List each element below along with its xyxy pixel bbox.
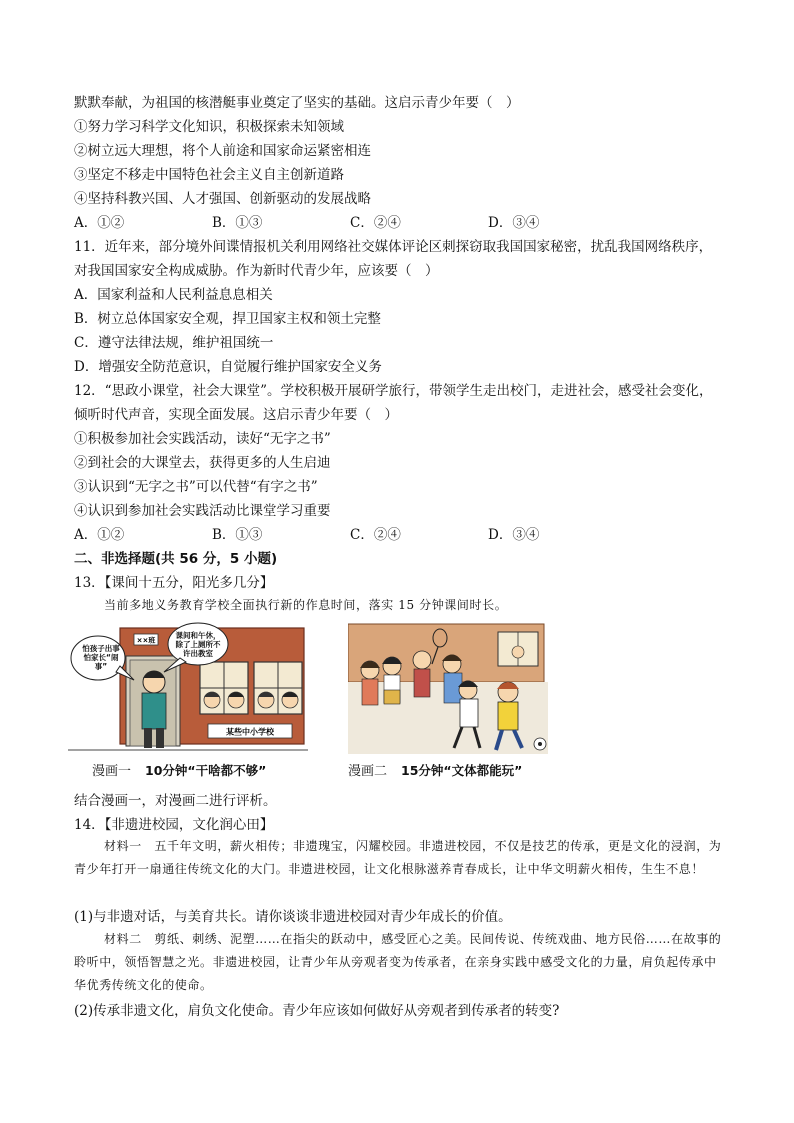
q14-sub-question-1: (1)与非遗对话，与美育共长。请你谈谈非遗进校园对青少年成长的价值。 bbox=[74, 909, 512, 925]
q13-intro: 当前多地义务教育学校全面执行新的作息时间，落实 15 分钟课间时长。 bbox=[104, 598, 508, 612]
q14-material-one: 材料一 五千年文明，薪火相传；非遗瑰宝，闪耀校园。非遗进校园，不仅是技艺的传承，更是文化的浸润，为青少年打开一扇通往传统文化的大门。非遗进校园，让文化根脉滋养青春成长，让中华文明薪火相传，生生不息！ bbox=[74, 839, 722, 876]
q10-item-4: ④坚持科教兴国、人才强国、创新驱动的发展战略 bbox=[74, 191, 371, 207]
q11-option-c: C．遵守法律法规，维护祖国统一 bbox=[74, 335, 274, 351]
comic-one-right-bubble: 课间和午休，除了上厕所不许出教室 bbox=[175, 631, 221, 658]
q11-stem-1: 11．近年来，部分境外间谍情报机关利用网络社交媒体评论区刺探窃取我国国家秘密，扰乱我国网络秩序， bbox=[74, 239, 713, 255]
q10-item-2: ②树立远大理想，将个人前途和国家命运紧密相连 bbox=[74, 143, 371, 159]
q12-item-3: ③认识到“无字之书”可以代替“有字之书” bbox=[74, 479, 318, 495]
comic-one-board: 某些中小学校 bbox=[226, 727, 274, 737]
q12-item-2: ②到社会的大课堂去，获得更多的人生启迪 bbox=[74, 455, 331, 471]
comic-one-left-bubble: 怕孩子出事 怕家长“闹事” bbox=[82, 644, 120, 671]
q10-stem: 默默奉献，为祖国的核潜艇事业奠定了坚实的基础。这启示青少年要（ ） bbox=[74, 95, 520, 111]
q14-material-two: 材料二 剪纸、刺绣、泥塑……在指尖的跃动中，感受匠心之美。民间传说、传统戏曲、地方民俗……在故事的聆听中，领悟智慧之光。非遗进校园，让青少年从旁观者变为传承者，在亲身实践中感受文化的力量，肩负起传承中华优秀传统文化的使命。 bbox=[74, 932, 722, 992]
comic-one-subtitle: 10分钟“干啥都不够” bbox=[145, 763, 267, 778]
q12-option-a: A．①② bbox=[74, 527, 125, 543]
q11-stem-2: 对我国国家安全构成威胁。作为新时代青少年，应该要（ ） bbox=[74, 263, 439, 279]
q10-option-d: D．③④ bbox=[488, 215, 540, 231]
q14-title: 14．【非遗进校园，文化润心田】 bbox=[74, 817, 274, 833]
q13-task: 结合漫画一，对漫画二进行评析。 bbox=[74, 793, 277, 809]
q11-option-d: D．增强安全防范意识，自觉履行维护国家安全义务 bbox=[74, 359, 382, 375]
q12-stem-1: 12．“思政小课堂，社会大课堂”。学校积极开展研学旅行，带领学生走出校门，走进社会，感受社会变化， bbox=[74, 383, 713, 399]
q12-option-d: D．③④ bbox=[488, 527, 540, 543]
section-heading: 二、非选择题(共 56 分，5 小题) bbox=[74, 551, 278, 567]
q12-item-1: ①积极参加社会实践活动，读好“无字之书” bbox=[74, 431, 331, 447]
comic-two-subtitle: 15分钟“文体都能玩” bbox=[401, 763, 523, 778]
q10-item-1: ①努力学习科学文化知识，积极探索未知领域 bbox=[74, 119, 344, 135]
q12-option-b: B．①③ bbox=[212, 527, 263, 543]
q13-title: 13．【课间十五分，阳光多几分】 bbox=[74, 575, 274, 591]
comic-one-caption bbox=[92, 760, 266, 779]
q10-option-b: B．①③ bbox=[212, 215, 263, 231]
q12-stem-2: 倾听时代声音，实现全面发展。这启示青少年要（ ） bbox=[74, 407, 398, 423]
q10-item-3: ③坚定不移走中国特色社会主义自主创新道路 bbox=[74, 167, 344, 183]
comic-one-sign: ××班 bbox=[136, 636, 156, 645]
comic-two-label: 漫画二 bbox=[348, 764, 388, 779]
q10-option-a: A．①② bbox=[74, 215, 125, 231]
q11-option-b: B．树立总体国家安全观，捍卫国家主权和领土完整 bbox=[74, 311, 381, 327]
q11-option-a: A．国家利益和人民利益息息相关 bbox=[74, 287, 273, 303]
comic-one-label: 漫画一 bbox=[92, 764, 132, 779]
comic-two-illustration bbox=[348, 620, 548, 758]
q10-option-c: C．②④ bbox=[350, 215, 401, 231]
q12-item-4: ④认识到参加社会实践活动比课堂学习重要 bbox=[74, 503, 331, 519]
q12-option-c: C．②④ bbox=[350, 527, 401, 543]
comic-two-caption bbox=[348, 760, 522, 779]
q14-sub-question-2: (2)传承非遗文化，肩负文化使命。青少年应该如何做好从旁观者到传承者的转变? bbox=[74, 1003, 560, 1019]
